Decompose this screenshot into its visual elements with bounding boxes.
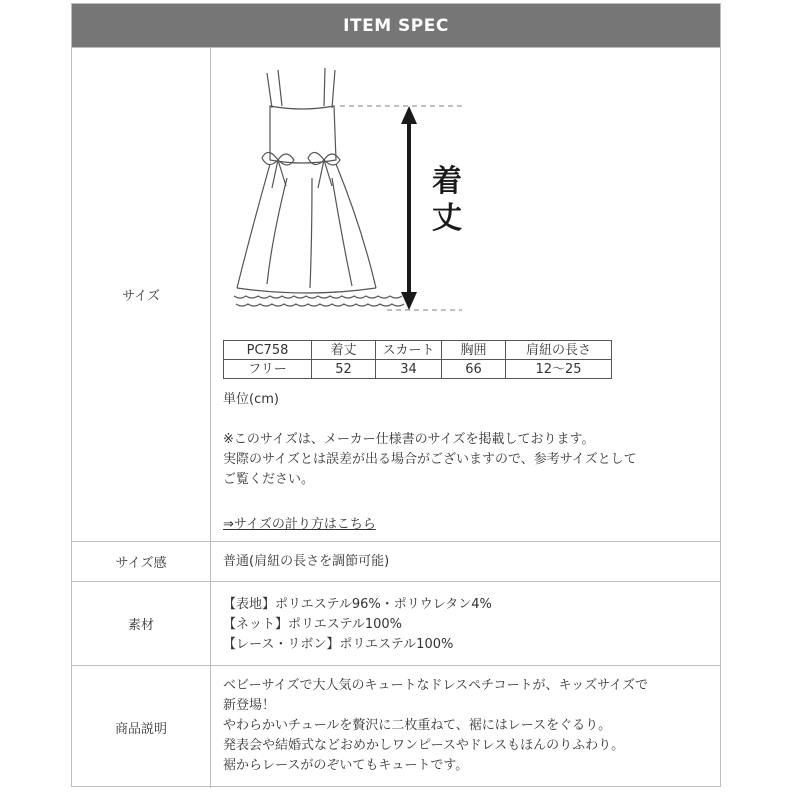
size-table-row: [224, 360, 612, 379]
size-table-cell: 34: [376, 360, 442, 379]
material-row: [72, 581, 720, 665]
size-table-header-cell: PC758: [224, 341, 312, 360]
size-note-line: ご覧ください。: [223, 472, 315, 487]
dress-diagram: [212, 48, 512, 323]
size-note: [223, 430, 723, 490]
size-table-header-row: [224, 341, 612, 360]
description-value: [223, 676, 648, 776]
size-table-header-cell: スカート: [376, 341, 442, 360]
size-value: [212, 48, 720, 541]
size-table-cell: フリー: [224, 360, 312, 379]
description-row: [72, 665, 720, 788]
size-table-header-cell: 肩紐の長さ: [506, 341, 612, 360]
description-label: 商品説明: [72, 666, 211, 788]
description-line: ベビーサイズで大人気のキュートなドレスペチコートが、キッズサイズで: [223, 678, 648, 693]
material-line: 【ネット】ポリエステル100%: [223, 617, 402, 632]
fit-row: [72, 541, 720, 581]
size-table-header-cell: 胸囲: [442, 341, 506, 360]
fit-value: 普通(肩紐の長さを調節可能): [223, 554, 390, 569]
length-label-1: 着: [432, 164, 462, 199]
size-table-header-cell: 着丈: [312, 341, 376, 360]
description-line: 裾からレースがのぞいてもキュートです。: [223, 758, 469, 773]
size-note-line: 実際のサイズとは誤差が出る場合がございますので、参考サイズとして: [223, 452, 637, 467]
length-arrow: [401, 106, 417, 310]
description-line: やわらかいチュールを贅沢に二枚重ねて、裾にはレースをぐるり。: [223, 718, 612, 733]
size-table: [223, 340, 612, 379]
size-table-cell: 66: [442, 360, 506, 379]
description-line: 新登場！: [223, 698, 276, 713]
material-line: 【表地】ポリエステル96%・ポリウレタン4%: [223, 597, 492, 612]
item-spec-table: [71, 3, 721, 787]
material-value: [223, 595, 492, 655]
unit-label: 単位(cm): [223, 392, 279, 407]
size-table-cell: 12〜25: [506, 360, 612, 379]
size-note-line: ※このサイズは、メーカー仕様書のサイズを掲載しております。: [223, 432, 595, 447]
material-line: 【レース・リボン】ポリエステル100%: [223, 637, 454, 652]
size-table-cell: 52: [312, 360, 376, 379]
length-label-2: 丈: [432, 201, 462, 236]
measure-guide-link[interactable]: ⇒サイズの計り方はこちら: [223, 517, 376, 532]
description-line: 発表会や結婚式などおめかしワンピースやドレスもほんのりふわり。: [223, 738, 625, 753]
spec-header: [72, 4, 720, 47]
fit-label: サイズ感: [72, 542, 211, 581]
material-label: 素材: [72, 582, 211, 665]
spec-title: ITEM SPEC: [343, 15, 449, 36]
size-label: サイズ: [72, 48, 211, 541]
size-row: [72, 47, 720, 541]
